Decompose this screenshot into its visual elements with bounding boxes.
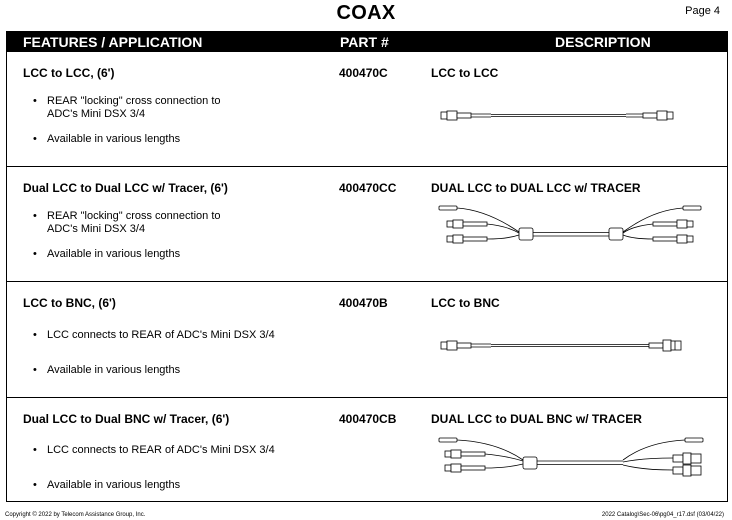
row-description: LCC to LCC: [431, 66, 499, 80]
bullet-line: REAR "locking" cross connection to: [47, 210, 221, 222]
feature-bullet: [33, 364, 333, 377]
row-part-number: 400470CC: [339, 181, 397, 195]
bullet-dot: •: [33, 329, 37, 341]
table-header: [7, 32, 727, 52]
header-part-number: PART #: [340, 34, 389, 50]
table-row: [7, 52, 727, 167]
bullet-line: ADC's Mini DSX 3/4: [47, 108, 146, 120]
bullet-line: ADC's Mini DSX 3/4: [47, 223, 146, 235]
bullet-dot: •: [33, 95, 37, 107]
bullet-dot: •: [33, 444, 37, 456]
feature-bullet: [33, 95, 333, 121]
dual-lcc-bnc-tracer-cable-image: [427, 432, 715, 490]
page-title: COAX: [336, 2, 396, 24]
row-part-number: 400470B: [339, 296, 388, 310]
row-description: DUAL LCC to DUAL BNC w/ TRACER: [431, 412, 642, 426]
bullet-dot: •: [33, 210, 37, 222]
bullet-text: LCC connects to REAR of ADC's Mini DSX 3/4: [47, 329, 275, 341]
bullet-dot: •: [33, 479, 37, 491]
header-description: DESCRIPTION: [555, 34, 651, 50]
table-row: [7, 167, 727, 282]
feature-bullet: [33, 210, 333, 236]
table-row: [7, 282, 727, 398]
feature-bullet: [33, 329, 333, 342]
lcc-to-lcc-cable-image: [431, 104, 681, 128]
bullet-text: Available in various lengths: [47, 133, 181, 145]
row-title: LCC to LCC, (6'): [23, 66, 115, 80]
row-description: DUAL LCC to DUAL LCC w/ TRACER: [431, 181, 641, 195]
row-title: LCC to BNC, (6'): [23, 296, 116, 310]
lcc-to-bnc-cable-image: [431, 334, 687, 358]
bullet-dot: •: [33, 364, 37, 376]
feature-bullet: [33, 479, 333, 492]
table-row: [7, 398, 727, 501]
header-features: FEATURES / APPLICATION: [23, 34, 203, 50]
row-description: LCC to BNC: [431, 296, 500, 310]
row-part-number: 400470CB: [339, 412, 397, 426]
row-title: Dual LCC to Dual BNC w/ Tracer, (6'): [23, 412, 230, 426]
bullet-dot: •: [33, 248, 37, 260]
page-number: Page 4: [685, 5, 720, 17]
row-title: Dual LCC to Dual LCC w/ Tracer, (6'): [23, 181, 228, 195]
bullet-text: Available in various lengths: [47, 479, 181, 491]
bullet-text: Available in various lengths: [47, 248, 181, 260]
bullet-text: LCC connects to REAR of ADC's Mini DSX 3/4: [47, 444, 275, 456]
bullet-line: REAR "locking" cross connection to: [47, 95, 221, 107]
feature-bullet: [33, 248, 333, 261]
row-part-number: 400470C: [339, 66, 388, 80]
copyright-footer: Copyright © 2022 by Telecom Assistance Group, Inc.: [5, 512, 146, 518]
bullet-dot: •: [33, 133, 37, 145]
product-table: [6, 31, 728, 502]
bullet-text: Available in various lengths: [47, 364, 181, 376]
file-reference-footer: 2022 Catalog\Sec-06\pg04_r17.dsf (03/04/22): [601, 512, 724, 518]
dual-lcc-tracer-cable-image: [427, 202, 713, 262]
feature-bullet: [33, 133, 333, 146]
feature-bullet: [33, 444, 333, 457]
